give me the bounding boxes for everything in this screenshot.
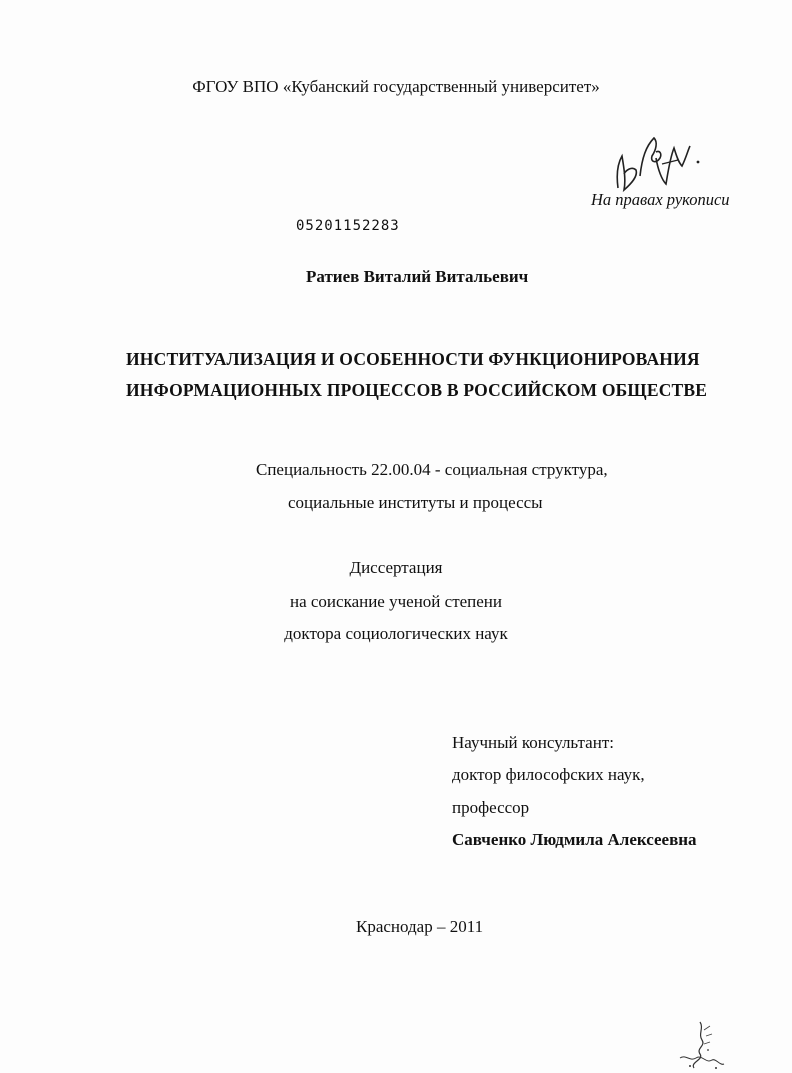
dissertation-label: Диссертация	[349, 558, 443, 577]
title-line-1: ИНСТИТУАЛИЗАЦИЯ И ОСОБЕННОСТИ ФУНКЦИОНИРОВАНИЯ	[126, 349, 700, 369]
consultant-degree: доктор философских наук,	[452, 765, 645, 784]
manuscript-note: На правах рукописи	[591, 190, 730, 209]
dissertation-degree-sought: на соискание ученой степени	[289, 592, 503, 611]
author-name: Ратиев Виталий Витальевич	[306, 267, 529, 286]
consultant-name: Савченко Людмила Алексеевна	[452, 830, 697, 849]
institution-header: ФГОУ ВПО «Кубанский государственный университет»	[192, 77, 600, 96]
specialty-line-2: социальные институты и процессы	[288, 493, 543, 512]
scribble-mark-icon	[660, 1018, 730, 1073]
title-line-2: ИНФОРМАЦИОННЫХ ПРОЦЕССОВ В РОССИЙСКОМ ОБЩЕСТВЕ	[126, 380, 708, 400]
registration-number: 05201152283	[296, 218, 400, 234]
dissertation-field: доктора социологических наук	[284, 624, 508, 643]
place-year: Краснодар – 2011	[356, 917, 484, 936]
signature-icon	[612, 128, 702, 198]
consultant-rank: профессор	[452, 798, 530, 817]
consultant-label: Научный консультант:	[452, 733, 614, 752]
specialty-line-1: Специальность 22.00.04 - социальная структура,	[256, 460, 608, 479]
